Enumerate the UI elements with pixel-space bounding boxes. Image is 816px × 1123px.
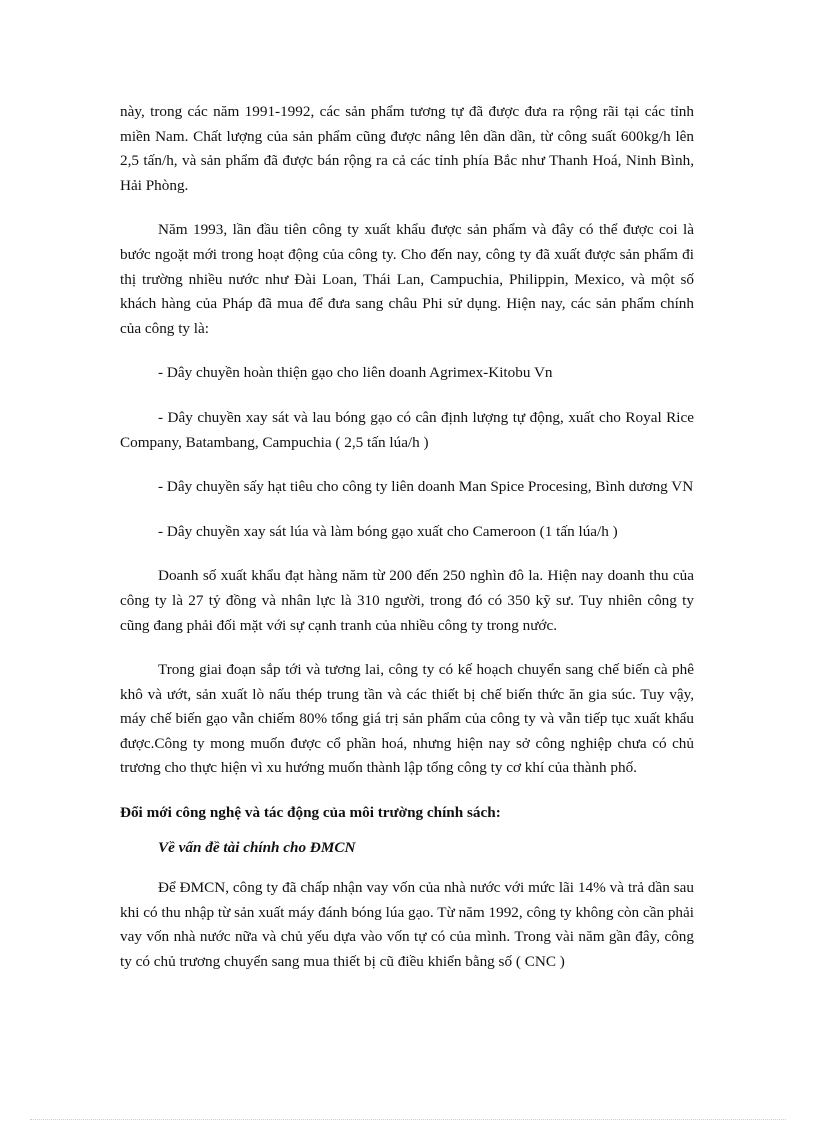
paragraph-future-plans: Trong giai đoạn sắp tới và tương lai, công ty có kế hoạch chuyển sang chế biến cà phê khô và ướt, sản xuất lò nấu thép trung tần và các thiết bị chế biến thức ăn gia súc. Tuy vậy, máy chế biến gạo vẫn chiếm 80% tổng giá trị sản phẩm của công ty và vẫn tiếp tục xuất khẩu được.Công ty mong muốn được cổ phần hoá, nhưng hiện nay sở công nghiệp chưa có chủ trương cho thực hiện vì xu hướng muốn thành lập tổng công ty cơ khí của thành phố. [120,661,694,777]
section-heading: Đổi mới công nghệ và tác động của môi trường chính sách: [120,804,501,822]
paragraph-export-history: Năm 1993, lần đầu tiên công ty xuất khẩu được sản phẩm và đây có thể được coi là bước ngoặt mới trong hoạt động của công ty. Cho đến nay, công ty đã xuất được sản phẩm đi thị trường nhiều nước như Đài Loan, Thái Lan, Campuchia, Philippin, Mexico, và một số khách hàng của Pháp đã mua để đưa sang châu Phi sử dụng. Hiện nay, các sản phẩm chính của công ty là: [120,221,694,337]
product-list-item: - Dây chuyền sấy hạt tiêu cho công ty liên doanh Man Spice Procesing, Bình dương VN [158,478,694,496]
paragraph-finance: Để ĐMCN, công ty đã chấp nhận vay vốn của nhà nước với mức lãi 14% và trả dần sau khi có thu nhập từ sản xuất máy đánh bóng lúa gạo. Từ năm 1992, công ty không còn cần phải vay vốn nhà nước nữa và chủ yếu dựa vào vốn tự có của mình. Trong vài năm gần đây, công ty có chủ trương chuyển sang mua thiết bị cũ điều khiển bằng số ( CNC ) [120,879,694,971]
product-list-item: - Dây chuyền xay sát và lau bóng gạo có cân định lượng tự động, xuất cho Royal Rice Company, Batambang, Campuchia ( 2,5 tấn lúa/h ) [120,408,694,451]
paragraph-continuation: này, trong các năm 1991-1992, các sản phẩm tương tự đã được đưa ra rộng rãi tại các tỉnh miền Nam. Chất lượng của sản phẩm cũng được nâng lên dần dần, từ công suất 600kg/h lên 2,5 tấn/h, và sản phẩm đã được bán rộng ra cả các tỉnh phía Bắc như Thanh Hoá, Ninh Bình, Hải Phòng. [120,103,694,194]
section-subheading: Về vấn đề tài chính cho ĐMCN [158,838,356,856]
product-list-item: - Dây chuyền xay sát lúa và làm bóng gạo xuất cho Cameroon (1 tấn lúa/h ) [158,522,618,540]
page-bottom-divider [30,1119,786,1120]
product-list-item: - Dây chuyền hoàn thiện gạo cho liên doanh Agrimex-Kitobu Vn [158,364,553,382]
paragraph-revenue: Doanh số xuất khẩu đạt hàng năm từ 200 đến 250 nghìn đô la. Hiện nay doanh thu của công ty là 27 tỷ đồng và nhân lực là 310 người, trong đó có 350 kỹ sư. Tuy nhiên công ty cũng đang phải đối mặt với sự cạnh tranh của nhiều công ty trong nước. [120,567,694,634]
document-body [120,100,694,995]
